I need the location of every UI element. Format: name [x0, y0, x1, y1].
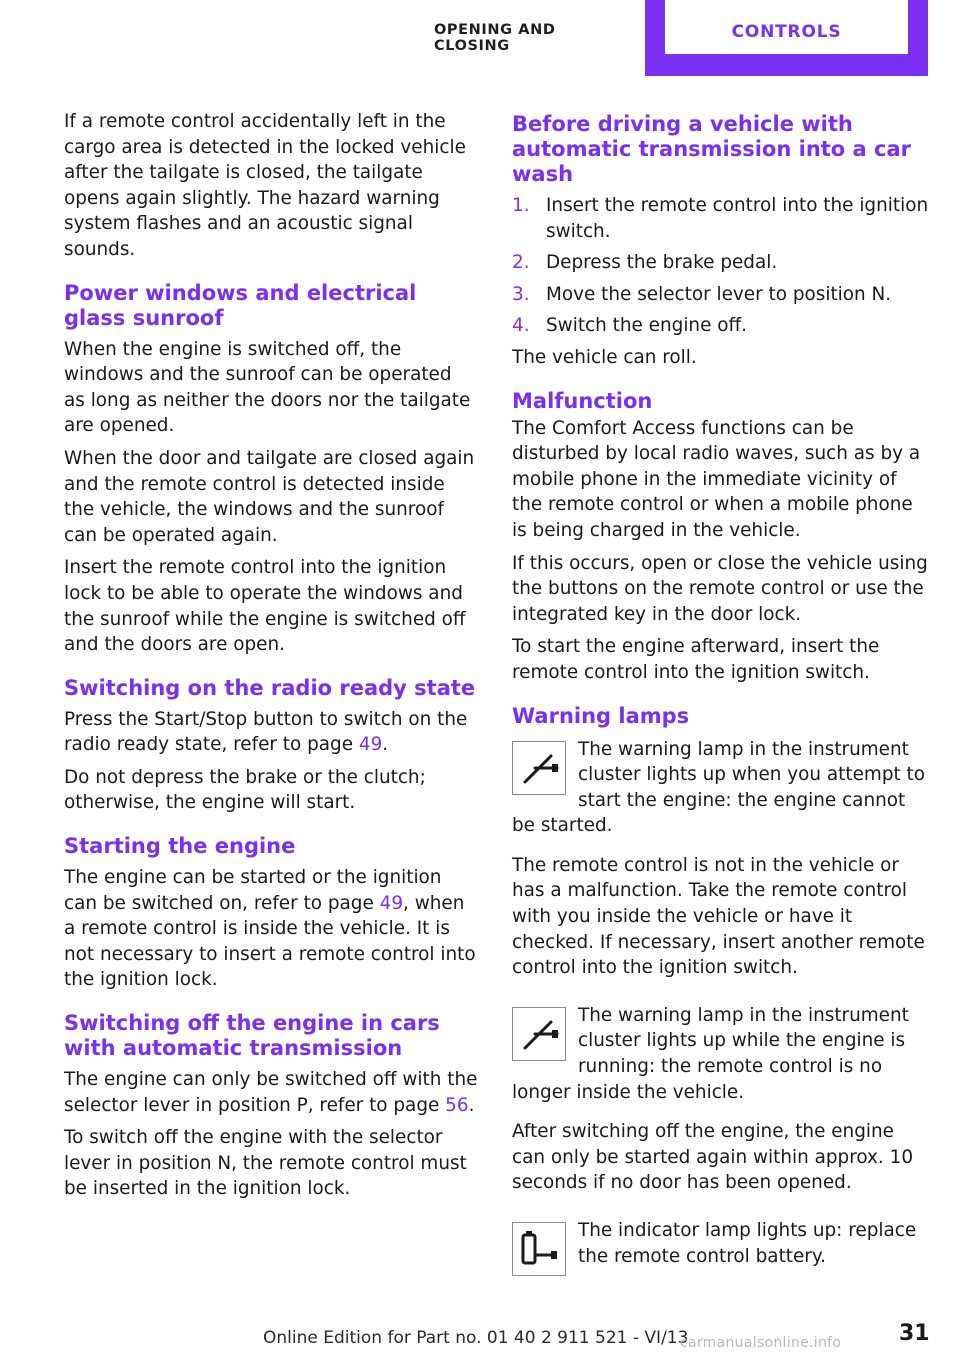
- power-windows-p3: Insert the remote control into the ignition lock to be able to operate the windows and the sunroof while the engine is switched off and the doors are open.: [64, 557, 466, 656]
- switching-off-p1-end: .: [468, 1094, 475, 1116]
- section-title: OPENING AND CLOSING: [434, 22, 556, 54]
- list-item: [512, 282, 930, 308]
- radio-p1: [64, 707, 478, 758]
- indicator-lamp-3: [512, 1218, 930, 1280]
- switching-off-p1: [64, 1067, 478, 1118]
- step-number: 1.: [512, 195, 530, 216]
- car-wash-after: The vehicle can roll.: [512, 346, 697, 368]
- starting-p1-text: The engine can be started or the ignition can be switched on, refer to page: [64, 867, 442, 914]
- page-number: 31: [899, 1321, 930, 1346]
- left-column: [64, 109, 478, 1209]
- step-number: 4.: [512, 315, 530, 337]
- heading-power-windows: Power windows and electrical glass sunroof: [64, 280, 417, 330]
- heading-switching-off: Switching off the engine in cars with automatic transmission: [64, 1011, 440, 1061]
- radio-p2: Do not depress the brake or the clutch; otherwise, the engine will start.: [64, 766, 426, 814]
- lamp-3-text: The indicator lamp lights up: replace the remote control battery.: [578, 1220, 917, 1267]
- starting-p1-end: , when a remote control is inside the vehicle. It is not necessary to insert a remote control into the ignition lock.: [64, 892, 476, 991]
- warning-lamp-2: [512, 1003, 930, 1112]
- radio-p1-end: .: [382, 734, 389, 756]
- step-text: Move the selector lever to position N.: [546, 283, 892, 305]
- switching-off-p1-text: The engine can only be switched off with the selector lever in position P, refer to page: [64, 1069, 478, 1116]
- edition-text: Online Edition for Part no. 01 40 2 911 521 - VI/13: [263, 1328, 689, 1348]
- car-wash-steps: [512, 193, 930, 339]
- radio-p1-text: Press the Start/Stop button to switch on the radio ready state, refer to page: [64, 708, 468, 756]
- lamp-2-follow: After switching off the engine, the engine can only be started again within approx. 10 seconds if no door has been opened.: [512, 1121, 914, 1194]
- step-number: 2.: [512, 252, 530, 274]
- chapter-tab: [645, 0, 928, 76]
- step-text: Switch the engine off.: [546, 315, 748, 337]
- step-text: Depress the brake pedal.: [546, 252, 778, 274]
- list-item: [512, 250, 930, 276]
- watermark-text: carmanualsonline.info: [680, 1335, 842, 1351]
- intro-paragraph: If a remote control accidentally left in the cargo area is detected in the locked vehicle after the tailgate is closed, the tailgate opens again slightly. The hazard warning system flashes and an acoustic signal sounds.: [64, 111, 466, 260]
- malfunction-p2: If this occurs, open or close the vehicle using the buttons on the remote control or use the integrated key in the door lock.: [512, 552, 928, 625]
- page-link-49[interactable]: 49: [358, 734, 383, 756]
- power-windows-p1: When the engine is switched off, the windows and the sunroof can be operated as long as neither the doors nor the tailgate are opened.: [64, 338, 471, 437]
- power-windows-p2: When the door and tailgate are closed again and the remote control is detected inside the vehicle, the windows and the sunroof can be operated again.: [64, 447, 475, 546]
- switching-off-p2: To switch off the engine with the selector lever in position N, the remote control must be inserted in the ignition lock.: [64, 1127, 467, 1200]
- heading-malfunction: Malfunction: [512, 388, 653, 413]
- lamp-1-follow: The remote control is not in the vehicle or has a malfunction. Take the remote control with you inside the vehicle or have it checked. If necessary, insert another remote control into the ignition switch.: [512, 854, 925, 979]
- remote-battery-indicator-icon: [512, 1222, 566, 1276]
- list-item: [512, 313, 930, 339]
- step-number: 3.: [512, 283, 530, 305]
- starting-p1: [64, 865, 478, 993]
- remote-key-warning-icon: [512, 741, 566, 795]
- remote-key-warning-icon: [512, 1007, 566, 1061]
- list-item: [512, 193, 930, 244]
- heading-starting-engine: Starting the engine: [64, 834, 296, 859]
- page-link-49[interactable]: 49: [379, 892, 404, 914]
- heading-warning-lamps: Warning lamps: [512, 703, 690, 728]
- right-column: [512, 109, 930, 1287]
- page-footer: [0, 1321, 960, 1361]
- heading-car-wash: Before driving a vehicle with automatic transmission into a car wash: [512, 112, 911, 186]
- heading-radio-ready: Switching on the radio ready state: [64, 675, 476, 700]
- chapter-title: CONTROLS: [731, 22, 842, 42]
- chapter-tab-inner: [665, 0, 908, 54]
- malfunction-p1: The Comfort Access functions can be disturbed by local radio waves, such as by a mobile phone in the immediate vicinity of the remote control or when a mobile phone is being charged in the vehicle.: [512, 417, 921, 541]
- warning-lamp-1: [512, 737, 930, 846]
- step-text: Insert the remote control into the ignition switch.: [546, 195, 929, 242]
- page-link-56[interactable]: 56: [445, 1094, 469, 1116]
- lamp-1-text: The warning lamp in the instrument cluster lights up when you attempt to start the engine: the engine cannot be started.: [512, 738, 926, 837]
- malfunction-p3: To start the engine afterward, insert the remote control into the ignition switch.: [512, 636, 880, 683]
- lamp-2-text: The warning lamp in the instrument cluster lights up while the engine is running: the remote control is no longer inside the vehicle.: [512, 1004, 909, 1103]
